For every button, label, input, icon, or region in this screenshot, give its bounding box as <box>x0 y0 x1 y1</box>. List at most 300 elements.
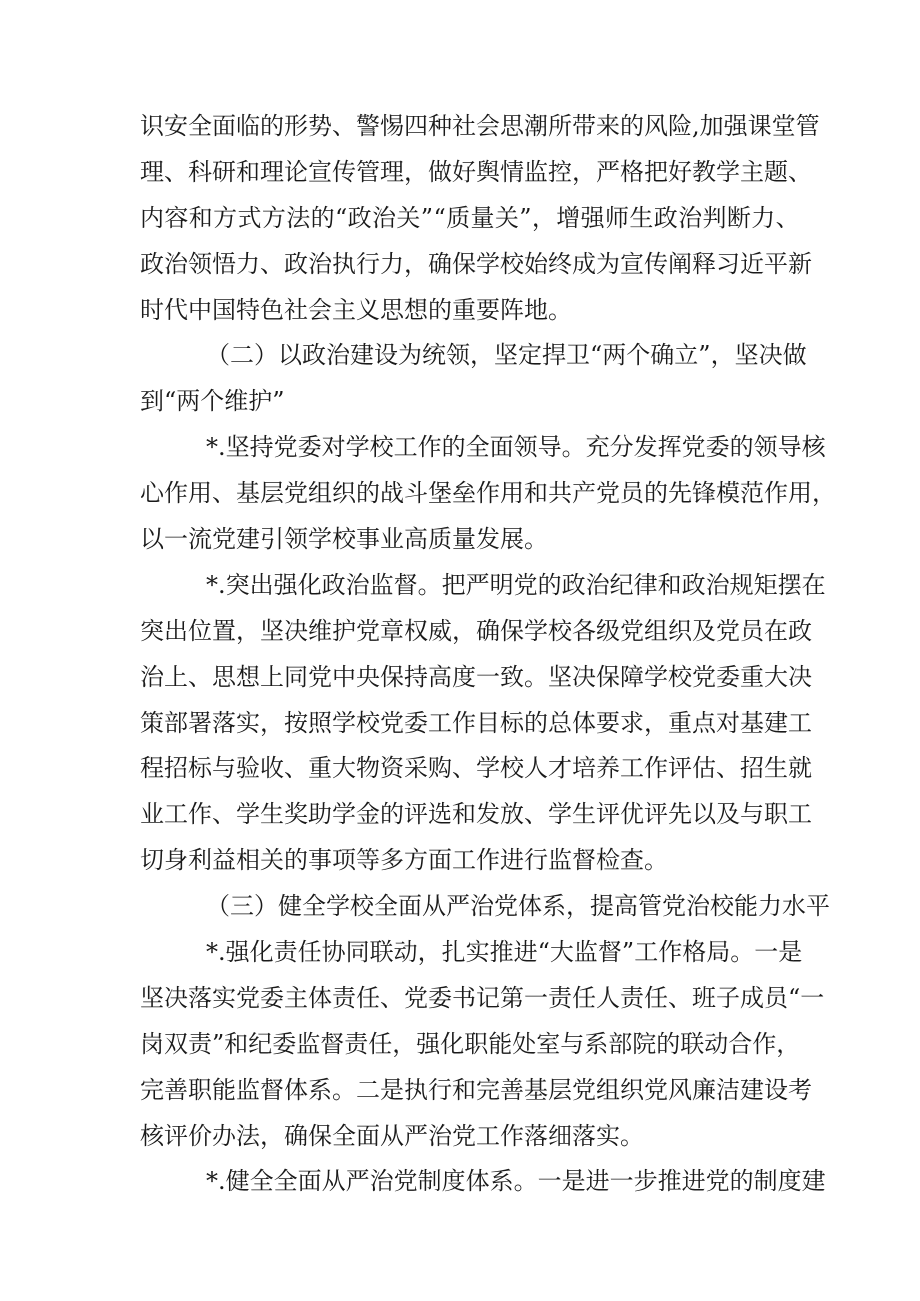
text-glyph: 监 <box>524 157 548 186</box>
text-glyph: 为 <box>398 341 422 370</box>
text-glyph: 惕 <box>380 112 404 140</box>
text-glyph: 程 <box>140 754 164 783</box>
text-glyph: 作 <box>164 479 188 508</box>
text-glyph: 评 <box>596 800 620 829</box>
text-glyph: 情 <box>500 157 524 186</box>
text-glyph: 政 <box>788 616 812 645</box>
text-glyph: 廉 <box>692 1075 716 1104</box>
text-glyph: 与 <box>740 800 764 829</box>
text-glyph: 传 <box>644 249 668 278</box>
text-glyph: * <box>206 938 218 967</box>
text-glyph: 治 <box>308 249 332 278</box>
text-glyph: 坚 <box>734 341 759 370</box>
text-glyph: 建 <box>764 708 788 737</box>
text-glyph: 决 <box>284 616 308 645</box>
text-line <box>140 1022 800 1068</box>
text-glyph: 执 <box>332 249 356 278</box>
text-glyph: “ <box>537 938 550 967</box>
text-glyph: 坚 <box>225 433 250 462</box>
text-glyph: 督 <box>260 1075 284 1104</box>
text-glyph: 治 <box>372 203 397 232</box>
text-glyph: 的 <box>656 1029 681 1058</box>
text-glyph: 、 <box>188 662 212 691</box>
text-glyph: 要 <box>596 708 620 737</box>
text-glyph: 斗 <box>404 479 428 508</box>
text-glyph: 作 <box>752 1029 777 1058</box>
text-glyph: 制 <box>417 1167 442 1196</box>
text-glyph: 责 <box>188 1029 212 1058</box>
text-glyph: 党 <box>662 892 686 921</box>
text-glyph: 考 <box>788 1075 812 1104</box>
text-glyph: 建 <box>740 1075 764 1104</box>
text-glyph: 阐 <box>668 249 692 278</box>
text-glyph: 格 <box>682 938 707 967</box>
text-glyph: 所 <box>548 112 572 140</box>
text-glyph: 一 <box>754 938 779 967</box>
text-glyph: 一 <box>524 983 548 1012</box>
text-glyph: 学 <box>332 708 356 737</box>
text-glyph: 健 <box>278 892 302 921</box>
text-glyph: 重 <box>740 662 764 691</box>
text-glyph: 理 <box>140 157 164 186</box>
text-glyph: 面 <box>212 112 236 140</box>
text-line <box>140 930 803 976</box>
text-glyph: * <box>206 433 218 462</box>
text-glyph: 三 <box>230 892 254 921</box>
text-glyph: “ <box>335 203 348 232</box>
text-glyph: 重 <box>308 754 332 783</box>
text-glyph: 联 <box>680 1029 705 1058</box>
text-glyph: 关 <box>494 203 519 232</box>
text-glyph: 持 <box>249 433 274 462</box>
text-glyph: 政 <box>140 249 164 278</box>
text-glyph: 上 <box>164 662 188 691</box>
text-glyph: 设 <box>374 341 398 370</box>
text-glyph: 从 <box>321 1167 346 1196</box>
text-glyph: 职 <box>764 800 788 829</box>
text-glyph: 全 <box>374 892 398 921</box>
text-glyph: 的 <box>729 433 754 462</box>
text-glyph: 党 <box>393 1167 418 1196</box>
text-glyph: 和 <box>452 1075 476 1104</box>
text-glyph: 委 <box>272 1029 297 1058</box>
text-glyph: 党 <box>620 616 644 645</box>
text-glyph: 工 <box>164 800 188 829</box>
text-glyph: 和 <box>524 479 548 508</box>
text-glyph: 体 <box>572 708 596 737</box>
text-glyph: 助 <box>308 800 332 829</box>
text-glyph: 制 <box>753 1167 778 1196</box>
text-glyph: “ <box>788 983 801 1012</box>
text-line <box>140 150 812 196</box>
text-glyph: 收 <box>260 754 284 783</box>
text-glyph: 近 <box>740 249 764 278</box>
text-glyph: 建 <box>350 341 374 370</box>
text-glyph: 共 <box>548 479 572 508</box>
text-glyph: 、 <box>668 983 692 1012</box>
text-glyph: 和 <box>452 800 476 829</box>
text-glyph: 动 <box>704 1029 729 1058</box>
text-glyph: 人 <box>596 983 620 1012</box>
text-glyph: 组 <box>644 616 668 645</box>
text-glyph: 成 <box>740 983 764 1012</box>
text-glyph: ， <box>566 892 590 921</box>
text-glyph: 业 <box>140 800 164 829</box>
text-glyph: 组 <box>596 1075 620 1104</box>
text-glyph: 堡 <box>428 479 452 508</box>
text-glyph: 金 <box>356 800 380 829</box>
text-glyph: 任 <box>572 983 596 1012</box>
text-glyph: ” <box>621 938 635 967</box>
text-glyph: 一 <box>476 662 500 691</box>
text-glyph: 作 <box>644 754 668 783</box>
text-glyph: 充 <box>585 433 610 462</box>
text-line <box>140 242 812 288</box>
text-glyph: 控 <box>548 157 572 186</box>
text-glyph: 课 <box>747 112 772 140</box>
text-glyph: 和 <box>224 1029 249 1058</box>
text-glyph: 识 <box>140 112 164 140</box>
text-glyph: 求 <box>620 708 644 737</box>
text-glyph: 就 <box>788 754 812 783</box>
text-glyph: 策 <box>140 708 164 737</box>
text-glyph: 责 <box>620 983 644 1012</box>
text-glyph: 力 <box>236 249 260 278</box>
text-glyph: 第 <box>500 983 524 1012</box>
text-glyph: 对 <box>321 433 346 462</box>
text-glyph: 、 <box>164 157 188 186</box>
text-glyph: 全 <box>188 112 212 140</box>
text-glyph: ， <box>404 249 428 278</box>
text-glyph: 记 <box>476 983 500 1012</box>
text-glyph: 任 <box>644 983 668 1012</box>
text-glyph: 、 <box>332 112 356 140</box>
text-glyph: 突 <box>225 570 250 599</box>
text-glyph: 的 <box>441 433 466 462</box>
text-glyph: 党 <box>308 662 332 691</box>
text-glyph: 党 <box>284 479 308 508</box>
text-glyph: 出 <box>164 616 188 645</box>
text-glyph: 面 <box>489 433 514 462</box>
text-glyph: 工 <box>620 754 644 783</box>
text-glyph: 突 <box>140 616 164 645</box>
text-glyph: 风 <box>668 1075 692 1104</box>
text-glyph: 严 <box>345 1167 370 1196</box>
text-glyph: 系 <box>584 1029 609 1058</box>
text-glyph: 责 <box>273 938 298 967</box>
text-glyph: ） <box>254 341 278 370</box>
text-glyph: 部 <box>608 1029 633 1058</box>
text-glyph: 与 <box>212 754 236 783</box>
text-glyph: 岗 <box>140 1029 164 1058</box>
text-glyph: 生 <box>629 203 654 232</box>
text-glyph: 实 <box>236 708 260 737</box>
text-glyph: ， <box>404 157 428 186</box>
text-glyph: 局 <box>706 938 731 967</box>
text-glyph: 部 <box>164 708 188 737</box>
text-glyph: 、 <box>775 203 800 232</box>
text-glyph: 工 <box>393 433 418 462</box>
text-glyph: 、 <box>452 754 476 783</box>
text-glyph: 委 <box>297 433 322 462</box>
text-glyph: 主 <box>284 983 308 1012</box>
text-glyph: 、 <box>380 983 404 1012</box>
text-glyph: 明 <box>489 570 514 599</box>
text-glyph: 学 <box>716 157 740 186</box>
text-glyph: 任 <box>297 938 322 967</box>
text-glyph: 联 <box>369 938 394 967</box>
text-glyph: 党 <box>716 616 740 645</box>
text-glyph: 持 <box>404 662 428 691</box>
text-glyph: 各 <box>572 616 596 645</box>
text-glyph: 督 <box>597 938 622 967</box>
text-glyph: 监 <box>236 1075 260 1104</box>
text-glyph: 职 <box>188 1075 212 1104</box>
text-glyph: 大 <box>549 938 574 967</box>
text-glyph: 招 <box>164 754 188 783</box>
text-line <box>140 1068 812 1114</box>
text-glyph: ， <box>531 203 556 232</box>
text-glyph: 面 <box>297 1167 322 1196</box>
text-glyph: 力 <box>758 892 782 921</box>
text-glyph: 基 <box>524 1075 548 1104</box>
text-glyph: 卫 <box>566 341 590 370</box>
text-glyph: 释 <box>692 249 716 278</box>
text-glyph: 党 <box>513 570 538 599</box>
text-glyph: 总 <box>548 708 572 737</box>
text-glyph: 学 <box>524 616 548 645</box>
text-glyph: 化 <box>249 938 274 967</box>
text-glyph: 悟 <box>212 249 236 278</box>
text-glyph: 评 <box>668 754 692 783</box>
text-glyph: 社 <box>452 112 476 140</box>
text-glyph: 。 <box>730 938 755 967</box>
text-glyph: 捍 <box>542 341 566 370</box>
text-glyph: 思 <box>500 112 524 140</box>
text-glyph: 用 <box>500 479 524 508</box>
text-glyph: 用 <box>788 479 812 508</box>
text-glyph: 资 <box>380 754 404 783</box>
text-glyph: 坚 <box>494 341 518 370</box>
text-glyph: 强 <box>273 570 298 599</box>
text-glyph: 、 <box>212 479 236 508</box>
text-glyph: 重 <box>668 708 692 737</box>
text-glyph: 种 <box>428 112 452 140</box>
text-glyph: 进 <box>585 1167 610 1196</box>
text-glyph: 宣 <box>308 157 332 186</box>
text-glyph: 始 <box>524 249 548 278</box>
text-glyph: 治 <box>585 570 610 599</box>
text-glyph: 管 <box>638 892 662 921</box>
text-glyph: 学 <box>345 433 370 462</box>
text-glyph: 在 <box>764 616 788 645</box>
text-glyph: 治 <box>164 249 188 278</box>
text-line <box>140 333 807 379</box>
text-glyph: 思 <box>212 662 236 691</box>
text-glyph: 党 <box>572 1075 596 1104</box>
text-glyph: 位 <box>188 616 212 645</box>
text-glyph: 学 <box>476 754 500 783</box>
text-glyph: 是 <box>561 1167 586 1196</box>
text-glyph: 全 <box>249 1167 274 1196</box>
text-glyph: ） <box>254 892 278 921</box>
text-glyph: 采 <box>404 754 428 783</box>
text-glyph: 作 <box>188 800 212 829</box>
text-glyph: 织 <box>332 479 356 508</box>
text-glyph: 一 <box>800 983 825 1012</box>
text-glyph: 导 <box>777 433 802 462</box>
text-glyph: 责 <box>344 1029 369 1058</box>
text-glyph: 能 <box>734 892 758 921</box>
text-glyph: 校 <box>668 662 692 691</box>
text-glyph: 师 <box>605 203 629 232</box>
text-glyph: 委 <box>705 433 730 462</box>
text-glyph: 任 <box>368 1029 393 1058</box>
text-glyph: 验 <box>236 754 260 783</box>
text-glyph: 论 <box>284 157 308 186</box>
text-glyph: “ <box>590 341 603 370</box>
text-glyph: 。 <box>524 662 548 691</box>
text-glyph: 与 <box>560 1029 585 1058</box>
text-glyph: 步 <box>633 1167 658 1196</box>
text-line <box>140 746 812 792</box>
text-glyph: 养 <box>596 754 620 783</box>
text-glyph: 全 <box>273 1167 298 1196</box>
text-glyph: 责 <box>548 983 572 1012</box>
text-glyph: 大 <box>332 754 356 783</box>
text-glyph: 强 <box>723 112 748 140</box>
text-glyph: 权 <box>404 616 428 645</box>
text-glyph: 。 <box>561 433 586 462</box>
text-glyph: 及 <box>692 616 716 645</box>
text-line <box>140 196 800 242</box>
text-glyph: 力 <box>751 203 776 232</box>
text-glyph: 设 <box>764 1075 788 1104</box>
text-glyph: 学 <box>332 800 356 829</box>
text-glyph: 二 <box>356 1075 380 1104</box>
text-glyph: 增 <box>556 203 581 232</box>
text-glyph: 带 <box>572 112 596 140</box>
text-glyph: 员 <box>620 479 644 508</box>
text-glyph: 确 <box>476 616 500 645</box>
text-glyph: 购 <box>428 754 452 783</box>
text-glyph: 安 <box>164 112 188 140</box>
text-glyph: 模 <box>716 479 740 508</box>
text-glyph: 治 <box>705 570 730 599</box>
text-glyph: 形 <box>284 112 308 140</box>
text-glyph: . <box>218 570 226 599</box>
text-glyph: 能 <box>488 1029 513 1058</box>
text-glyph: 实 <box>212 983 236 1012</box>
text-glyph: 执 <box>404 1075 428 1104</box>
text-glyph: 面 <box>398 892 422 921</box>
text-glyph: 护 <box>332 616 356 645</box>
text-glyph: 治 <box>345 570 370 599</box>
text-glyph: 的 <box>310 203 335 232</box>
text-glyph: . <box>218 1167 226 1196</box>
text-glyph: 在 <box>801 570 826 599</box>
text-glyph: 作 <box>452 708 476 737</box>
text-glyph: 、 <box>716 754 740 783</box>
text-glyph: 保 <box>500 616 524 645</box>
text-glyph: 治 <box>369 1167 394 1196</box>
text-glyph: ， <box>417 938 442 967</box>
text-glyph: 善 <box>500 1075 524 1104</box>
text-glyph: 推 <box>489 938 514 967</box>
text-glyph: 党 <box>380 708 404 737</box>
text-glyph: 提 <box>590 892 614 921</box>
text-glyph: . <box>218 938 226 967</box>
text-glyph: 院 <box>632 1029 657 1058</box>
text-glyph: 校 <box>350 892 374 921</box>
text-glyph: 双 <box>164 1029 188 1058</box>
text-glyph: 格 <box>620 157 644 186</box>
text-glyph: 决 <box>572 662 596 691</box>
text-glyph: 大 <box>764 662 788 691</box>
text-line <box>140 976 825 1022</box>
text-glyph: 是 <box>380 1075 404 1104</box>
text-glyph: 领 <box>188 249 212 278</box>
text-glyph: 题 <box>764 157 788 186</box>
text-glyph: 的 <box>644 479 668 508</box>
text-glyph: 管 <box>795 112 820 140</box>
text-glyph: 监 <box>369 570 394 599</box>
text-glyph: 政 <box>681 570 706 599</box>
text-glyph: 领 <box>753 433 778 462</box>
text-glyph: 管 <box>356 157 380 186</box>
text-glyph: 评 <box>404 800 428 829</box>
text-glyph: 落 <box>212 708 236 737</box>
text-glyph: 把 <box>441 570 466 599</box>
text-glyph: 进 <box>513 938 538 967</box>
text-glyph: 先 <box>668 800 692 829</box>
text-glyph: 方 <box>261 203 286 232</box>
text-glyph: 潮 <box>524 112 548 140</box>
text-glyph: 培 <box>572 754 596 783</box>
text-glyph: 校 <box>710 892 734 921</box>
text-glyph: 进 <box>681 1167 706 1196</box>
text-glyph: 挥 <box>657 433 682 462</box>
text-glyph: ” <box>212 1029 225 1058</box>
text-glyph: 对 <box>716 708 740 737</box>
text-glyph: 目 <box>476 708 500 737</box>
text-glyph: ， <box>776 1029 801 1058</box>
text-glyph: 心 <box>140 479 164 508</box>
text-glyph: 党 <box>644 1075 668 1104</box>
text-glyph: 层 <box>260 479 284 508</box>
text-glyph: 人 <box>524 754 548 783</box>
text-line: 以一流党建引领学校事业高质量发展。 <box>140 525 548 554</box>
text-glyph: 发 <box>633 433 658 462</box>
text-glyph: 强 <box>416 1029 441 1058</box>
text-glyph: 做 <box>428 157 452 186</box>
text-glyph: 标 <box>188 754 212 783</box>
text-glyph: 党 <box>692 662 716 691</box>
text-glyph: 平 <box>764 249 788 278</box>
text-glyph: 确 <box>650 341 675 370</box>
text-glyph: 出 <box>249 570 274 599</box>
text-glyph: 党 <box>705 1167 730 1196</box>
text-glyph: 治 <box>678 203 703 232</box>
text-glyph: ， <box>452 616 476 645</box>
text-glyph: 容 <box>164 203 189 232</box>
text-glyph: 学 <box>644 662 668 691</box>
text-glyph: 组 <box>308 479 332 508</box>
text-glyph: 职 <box>464 1029 489 1058</box>
text-glyph: 治 <box>470 892 494 921</box>
text-glyph: 方 <box>213 203 238 232</box>
text-glyph: 招 <box>740 754 764 783</box>
